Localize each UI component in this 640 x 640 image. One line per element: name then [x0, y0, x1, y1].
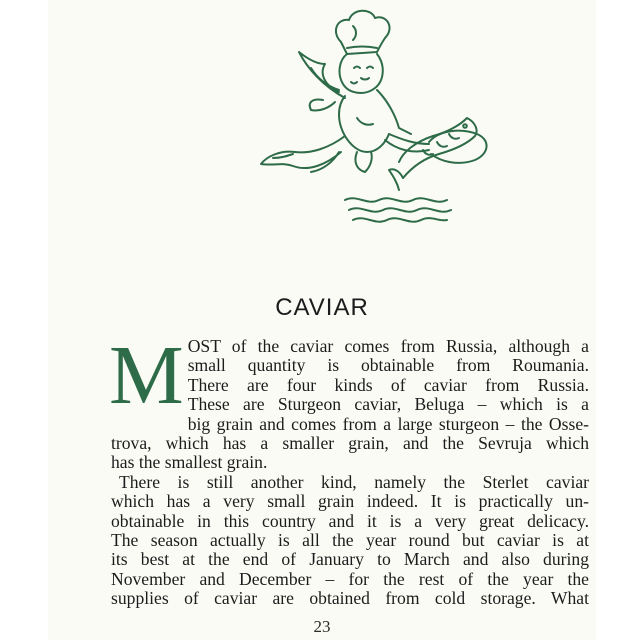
text-line: These are Sturgeon caviar, Beluga – which is a	[187, 394, 589, 415]
text-line: supplies of caviar are obtained from cold storage. What	[111, 588, 589, 609]
text-line: The season actually is all the year round but caviar is at	[111, 530, 589, 551]
text-line: its best at the end of January to March and also during	[111, 549, 589, 570]
body-text	[109, 329, 589, 609]
page-number: 23	[313, 617, 331, 636]
drop-cap: M	[109, 329, 184, 422]
text-line: small quantity is obtainable from Roumania.	[187, 355, 589, 376]
text-line: November and December – for the rest of the year the	[111, 568, 589, 589]
paragraph	[111, 473, 589, 609]
text-line: big grain and comes from a large sturgeon – the Osse-	[187, 413, 589, 434]
text-line: OST of the caviar comes from Russia, although a	[187, 336, 589, 356]
text-line: There are four kinds of caviar from Russia.	[187, 374, 589, 395]
text-line: There is still another kind, namely the Sterlet caviar	[119, 471, 589, 492]
text-line: which has a very small grain indeed. It is practically un-	[111, 491, 589, 512]
cherub-chef-illustration	[253, 2, 503, 232]
text-line: trova, which has a smaller grain, and the Sevruja which	[111, 433, 589, 454]
text-line: has the smallest grain.	[111, 452, 268, 473]
chapter-title: CAVIAR	[275, 294, 369, 321]
text-line: obtainable in this country and it is a very great delicacy.	[111, 510, 589, 531]
book-page	[48, 0, 596, 640]
paragraph	[109, 329, 589, 473]
